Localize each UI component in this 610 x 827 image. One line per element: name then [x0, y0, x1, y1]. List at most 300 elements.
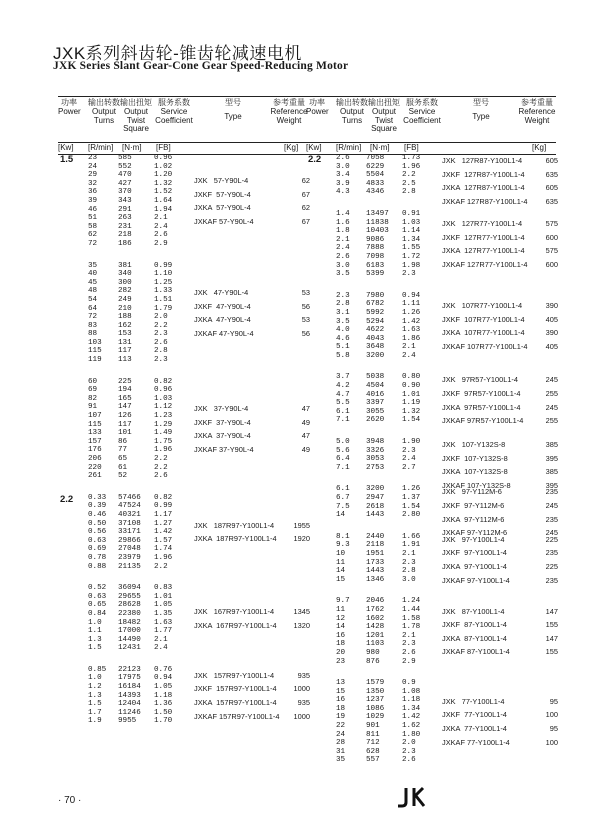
service-factor-cell: 0.96	[154, 386, 173, 395]
speed-cell: 4.3	[336, 188, 350, 197]
model-entry	[194, 286, 310, 300]
model-type: JXKAF 47-Y90L-4	[194, 328, 254, 338]
model-type: JXKA 157R97-Y100L1-4	[194, 697, 277, 707]
model-weight: 390	[545, 300, 558, 310]
model-weight: 95	[549, 724, 558, 734]
header-service-en1: Service	[408, 107, 436, 116]
units-row	[306, 142, 556, 154]
header-type-cn: 型号	[473, 98, 489, 107]
table-row	[58, 347, 308, 356]
service-factor-cell: 2.1	[402, 343, 416, 352]
service-factor-cell: 1.80	[402, 730, 421, 739]
speed-cell: 3.7	[336, 373, 350, 382]
speed-cell: 103	[88, 338, 102, 347]
model-entry	[194, 313, 310, 327]
service-factor-cell: 1.86	[402, 334, 421, 343]
torque-cell: 3397	[366, 399, 385, 408]
model-type: JXKAF 77-Y100L1-4	[442, 737, 510, 747]
model-entry	[194, 443, 310, 457]
model-entry	[442, 438, 558, 452]
service-factor-cell: 1.62	[402, 722, 421, 731]
speed-cell: 0.63	[88, 592, 107, 601]
spec-group	[58, 262, 308, 365]
header-rule-top	[306, 96, 556, 97]
model-weight: 245	[545, 402, 558, 412]
model-weight: 56	[301, 328, 310, 338]
table-row	[58, 386, 308, 395]
table-row	[306, 756, 556, 765]
model-entry	[442, 217, 558, 231]
speed-cell: 1.6	[336, 218, 350, 227]
model-weight: 147	[545, 633, 558, 643]
speed-cell: 0.56	[88, 528, 107, 537]
torque-cell: 1029	[366, 713, 385, 722]
speed-cell: 35	[336, 756, 346, 765]
torque-cell: 17975	[118, 674, 141, 683]
torque-cell: 117	[118, 347, 132, 356]
model-type: JXKAF 107R77-Y100L1-4	[442, 341, 528, 351]
torque-cell: 381	[118, 261, 132, 270]
service-factor-cell: 1.42	[154, 528, 173, 537]
model-weight: 235	[545, 548, 558, 558]
model-entry	[194, 327, 310, 341]
speed-cell: 3.5	[336, 270, 350, 279]
table-row	[58, 584, 308, 593]
service-factor-cell: 1.34	[402, 235, 421, 244]
speed-cell: 15	[336, 687, 346, 696]
service-factor-cell: 1.42	[402, 713, 421, 722]
header-weight-cn: 参考重量	[273, 98, 305, 107]
service-factor-cell: 2.3	[402, 747, 416, 756]
speed-cell: 0.88	[88, 562, 107, 571]
service-factor-cell: 2.3	[154, 330, 168, 339]
service-factor-cell: 1.50	[154, 708, 173, 717]
speed-cell: 2.8	[336, 300, 350, 309]
model-type: JXKA 97-Y112M-6	[442, 514, 505, 524]
unit-rmin: [R/min]	[88, 143, 114, 152]
model-weight: 49	[301, 417, 310, 427]
model-entry	[442, 546, 558, 560]
model-entry	[442, 231, 558, 245]
model-list	[194, 605, 310, 632]
torque-cell: 5294	[366, 317, 385, 326]
header-speed-en2: Turns	[93, 116, 115, 125]
speed-cell: 1.7	[88, 708, 102, 717]
model-list	[442, 154, 558, 208]
torque-cell: 194	[118, 386, 132, 395]
torque-cell: 3200	[366, 485, 385, 494]
group-gap	[306, 279, 556, 292]
service-factor-cell: 1.01	[402, 390, 421, 399]
torque-cell: 9086	[366, 235, 385, 244]
service-factor-cell: 2.80	[402, 511, 421, 520]
speed-cell: 3.5	[336, 317, 350, 326]
model-entry	[442, 401, 558, 415]
torque-cell: 1579	[366, 679, 385, 688]
torque-cell: 77	[118, 446, 128, 455]
model-type: JXKF 107R77-Y100L1-4	[442, 314, 525, 324]
service-factor-cell: 2.6	[154, 231, 168, 240]
model-type: JXKF 97R57-Y100L1-4	[442, 389, 521, 399]
speed-cell: 2.3	[336, 291, 350, 300]
header-torque-en3: Square	[123, 124, 149, 133]
torque-cell: 61	[118, 463, 128, 472]
model-entry	[194, 682, 310, 696]
torque-cell: 27048	[118, 545, 141, 554]
brand-logo	[392, 785, 436, 809]
model-entry	[442, 618, 558, 632]
service-factor-cell: 1.32	[402, 407, 421, 416]
torque-cell: 811	[366, 730, 380, 739]
model-weight: 1000	[293, 684, 310, 694]
service-factor-cell: 1.05	[154, 683, 173, 692]
service-factor-cell: 1.19	[402, 399, 421, 408]
model-list	[442, 695, 558, 749]
model-entry	[194, 429, 310, 443]
table-row	[58, 563, 308, 572]
torque-cell: 249	[118, 295, 132, 304]
speed-cell: 69	[88, 386, 98, 395]
speed-cell: 29	[88, 171, 98, 180]
spec-group	[58, 666, 308, 726]
service-factor-cell: 0.94	[402, 291, 421, 300]
model-list	[442, 217, 558, 271]
model-type: JXK 97-Y100L1-4	[442, 534, 505, 544]
speed-cell: 5.1	[336, 343, 350, 352]
speed-cell: 83	[88, 321, 98, 330]
service-factor-cell: 2.4	[154, 644, 168, 653]
speed-cell: 5.6	[336, 446, 350, 455]
speed-cell: 2.6	[336, 252, 350, 261]
header-rule-top	[58, 96, 308, 97]
header-type-en: Type	[224, 112, 242, 121]
torque-cell: 47524	[118, 502, 141, 511]
table-row	[58, 636, 308, 645]
model-entry	[442, 313, 558, 327]
service-factor-cell: 1.29	[154, 420, 173, 429]
service-factor-cell: 1.63	[402, 326, 421, 335]
model-entry	[194, 188, 310, 202]
torque-cell: 57466	[118, 493, 141, 502]
header-torque-en2: Twist	[374, 116, 394, 125]
torque-cell: 282	[118, 287, 132, 296]
service-factor-cell: 2.1	[402, 549, 416, 558]
model-type: JXKA 127R87-Y100L1-4	[442, 183, 525, 193]
unit-fb: [FB]	[156, 143, 171, 152]
model-type: JXK 127R77-Y100L1-4	[442, 219, 523, 229]
torque-cell: 1346	[366, 575, 385, 584]
service-factor-cell: 2.1	[154, 635, 168, 644]
model-weight: 1345	[293, 606, 310, 616]
service-factor-cell: 2.2	[154, 321, 168, 330]
service-factor-cell: 2.4	[402, 455, 416, 464]
service-factor-cell: 2.3	[154, 356, 168, 365]
torque-cell: 1201	[366, 631, 385, 640]
header-speed-en1: Output	[339, 107, 364, 116]
speed-cell: 10	[336, 549, 346, 558]
service-factor-cell: 1.44	[402, 605, 421, 614]
unit-nm: [N·m]	[122, 143, 142, 152]
service-factor-cell: 2.8	[402, 188, 416, 197]
model-list	[194, 519, 310, 546]
service-factor-cell: 2.1	[402, 631, 416, 640]
service-factor-cell: 2.1	[154, 214, 168, 223]
service-factor-cell: 1.58	[402, 614, 421, 623]
service-factor-cell: 1.52	[154, 188, 173, 197]
torque-cell: 225	[118, 377, 132, 386]
torque-cell: 131	[118, 338, 132, 347]
speed-cell: 16	[336, 696, 346, 705]
model-weight: 385	[545, 467, 558, 477]
model-type: JXK 187R97-Y100L1-4	[194, 520, 275, 530]
torque-cell: 11246	[118, 708, 141, 717]
model-weight: 600	[545, 259, 558, 269]
torque-cell: 231	[118, 222, 132, 231]
model-weight: 235	[545, 487, 558, 497]
speed-cell: 220	[88, 463, 102, 472]
service-factor-cell: 1.17	[154, 510, 173, 519]
speed-cell: 72	[88, 239, 98, 248]
table-row	[58, 356, 308, 365]
torque-cell: 4833	[366, 179, 385, 188]
speed-cell: 18	[336, 640, 346, 649]
torque-cell: 22380	[118, 609, 141, 618]
speed-cell: 1.4	[336, 209, 350, 218]
torque-cell: 147	[118, 403, 132, 412]
speed-cell: 1.3	[88, 691, 102, 700]
speed-cell: 23	[88, 154, 98, 162]
model-weight: 385	[545, 440, 558, 450]
torque-cell: 210	[118, 304, 132, 313]
model-type: JXKAF 97-Y112M-6	[442, 528, 508, 538]
torque-cell: 980	[366, 648, 380, 657]
header-service-en1: Service	[160, 107, 188, 116]
table-row	[58, 240, 308, 249]
torque-cell: 340	[118, 270, 132, 279]
speed-cell: 4.2	[336, 382, 350, 391]
speed-cell: 0.65	[88, 601, 107, 610]
torque-cell: 218	[118, 231, 132, 240]
spec-group	[306, 597, 556, 666]
torque-cell: 3055	[366, 407, 385, 416]
torque-cell: 6782	[366, 300, 385, 309]
spec-group	[306, 679, 556, 765]
service-factor-cell: 1.27	[154, 519, 173, 528]
torque-cell: 1350	[366, 687, 385, 696]
model-entry	[442, 154, 558, 168]
torque-cell: 14490	[118, 635, 141, 644]
torque-cell: 2947	[366, 494, 385, 502]
speed-cell: 54	[88, 295, 98, 304]
torque-cell: 1443	[366, 511, 385, 520]
torque-cell: 1951	[366, 549, 385, 558]
table-row	[58, 644, 308, 653]
torque-cell: 1733	[366, 558, 385, 567]
table-row	[58, 472, 308, 481]
torque-cell: 9955	[118, 717, 137, 726]
table-row	[58, 554, 308, 563]
page-title-cn: JXK系列斜齿轮-锥齿轮减速电机	[53, 44, 302, 63]
model-weight: 405	[545, 314, 558, 324]
model-weight: 1955	[293, 520, 310, 530]
service-factor-cell: 1.36	[154, 700, 173, 709]
torque-cell: 1443	[366, 567, 385, 576]
torque-cell: 4346	[366, 188, 385, 197]
speed-cell: 2.6	[336, 154, 350, 162]
model-type: JXKF 127R77-Y100L1-4	[442, 232, 525, 242]
speed-cell: 0.63	[88, 536, 107, 545]
spec-group	[58, 584, 308, 653]
header-power-en: Power	[58, 107, 81, 116]
model-type: JXKF 47-Y90L-4	[194, 301, 251, 311]
spec-group	[58, 378, 308, 481]
torque-cell: 557	[366, 756, 380, 765]
speed-cell: 23	[336, 657, 346, 666]
header-speed-en1: Output	[91, 107, 116, 116]
model-weight: 575	[545, 246, 558, 256]
model-list	[194, 174, 310, 228]
torque-cell: 23979	[118, 553, 141, 562]
group-gap	[58, 571, 308, 584]
model-type: JXKF 127R87-Y100L1-4	[442, 169, 525, 179]
torque-cell: 4043	[366, 334, 385, 343]
service-factor-cell: 2.6	[154, 338, 168, 347]
speed-cell: 15	[336, 575, 346, 584]
torque-cell: 5992	[366, 308, 385, 317]
header-weight-cn: 参考重量	[521, 98, 553, 107]
model-weight: 935	[297, 670, 310, 680]
service-factor-cell: 0.99	[154, 502, 173, 511]
service-factor-cell: 1.54	[402, 502, 421, 511]
header-torque-en3: Square	[371, 124, 397, 133]
spec-group	[306, 154, 558, 206]
speed-cell: 16	[336, 631, 346, 640]
speed-cell: 1.5	[88, 700, 102, 709]
service-factor-cell: 2.2	[154, 562, 168, 571]
model-type: JXKA 127R77-Y100L1-4	[442, 246, 525, 256]
torque-cell: 1103	[366, 640, 385, 649]
torque-cell: 585	[118, 154, 132, 162]
torque-cell: 470	[118, 171, 132, 180]
speed-cell: 24	[88, 162, 98, 171]
speed-cell: 9.7	[336, 597, 350, 606]
spec-group	[58, 154, 308, 249]
model-entry	[442, 695, 558, 709]
service-factor-cell: 1.96	[154, 553, 173, 562]
service-factor-cell: 0.96	[154, 154, 173, 162]
speed-cell: 82	[88, 394, 98, 403]
model-entry	[194, 300, 310, 314]
service-factor-cell: 0.9	[402, 679, 416, 688]
torque-cell: 52	[118, 472, 128, 481]
model-type: JXKAF 157R97-Y100L1-4	[194, 711, 280, 721]
model-type: JXK 167R97-Y100L1-4	[194, 606, 275, 616]
table-row	[58, 262, 308, 271]
service-factor-cell: 1.73	[402, 154, 421, 162]
model-type: JXKAF 107-Y132S-8	[442, 480, 511, 490]
speed-cell: 88	[88, 330, 98, 339]
speed-cell: 115	[88, 347, 102, 356]
service-factor-cell: 1.24	[402, 597, 421, 606]
model-entry	[442, 414, 558, 428]
model-weight: 155	[545, 647, 558, 657]
torque-cell: 16184	[118, 683, 141, 692]
torque-cell: 33171	[118, 528, 141, 537]
model-entry	[194, 201, 310, 215]
service-factor-cell: 1.32	[154, 179, 173, 188]
model-type: JXKF 57-Y90L-4	[194, 189, 251, 199]
torque-cell: 876	[366, 657, 380, 666]
torque-cell: 427	[118, 179, 132, 188]
model-entry	[442, 605, 558, 619]
model-weight: 235	[545, 514, 558, 524]
service-factor-cell: 1.03	[154, 394, 173, 403]
service-factor-cell: 1.51	[154, 295, 173, 304]
speed-cell: 0.46	[88, 510, 107, 519]
header-weight-en2: Weight	[524, 116, 550, 125]
torque-cell: 14393	[118, 691, 141, 700]
service-factor-cell: 1.02	[154, 162, 173, 171]
speed-cell: 3.1	[336, 308, 350, 317]
service-factor-cell: 1.54	[402, 416, 421, 425]
torque-cell: 21135	[118, 562, 141, 571]
model-weight: 635	[545, 169, 558, 179]
speed-cell: 20	[336, 648, 346, 657]
model-type: JXKF 157R97-Y100L1-4	[194, 684, 277, 694]
service-factor-cell: 1.01	[154, 592, 173, 601]
service-factor-cell: 1.75	[154, 437, 173, 446]
model-weight: 225	[545, 561, 558, 571]
model-type: JXKA 77-Y100L1-4	[442, 724, 507, 734]
model-type: JXKAF 97-Y100L1-4	[442, 575, 510, 585]
torque-cell: 3326	[366, 446, 385, 455]
header-service-en2: Coefficient	[155, 116, 193, 125]
model-entry	[194, 402, 310, 416]
unit-kg: [Kg]	[532, 143, 547, 152]
service-factor-cell: 1.90	[402, 438, 421, 447]
speed-cell: 64	[88, 304, 98, 313]
service-factor-cell: 0.80	[402, 373, 421, 382]
torque-cell: 2620	[366, 416, 385, 425]
service-factor-cell: 0.90	[402, 382, 421, 391]
service-factor-cell: 1.10	[154, 270, 173, 279]
model-weight: 600	[545, 232, 558, 242]
torque-cell: 1602	[366, 614, 385, 623]
service-factor-cell: 2.3	[402, 270, 416, 279]
speed-cell: 58	[88, 222, 98, 231]
speed-cell: 0.69	[88, 545, 107, 554]
service-factor-cell: 1.72	[402, 252, 421, 261]
left-table	[58, 96, 308, 726]
torque-cell: 3053	[366, 455, 385, 464]
model-list	[442, 299, 558, 353]
service-factor-cell: 2.5	[402, 179, 416, 188]
model-weight: 390	[545, 328, 558, 338]
torque-cell: 2440	[366, 532, 385, 541]
model-entry	[194, 416, 310, 430]
speed-cell: 36	[88, 188, 98, 197]
torque-cell: 22123	[118, 665, 141, 674]
model-list	[194, 286, 310, 340]
speed-cell: 1.9	[88, 717, 102, 726]
speed-cell: 1.1	[88, 627, 102, 636]
model-weight: 1320	[293, 620, 310, 630]
service-factor-cell: 2.2	[154, 463, 168, 472]
model-list	[442, 373, 558, 427]
speed-cell: 18	[336, 704, 346, 713]
speed-cell: 3.9	[336, 179, 350, 188]
group-gap	[58, 249, 308, 262]
